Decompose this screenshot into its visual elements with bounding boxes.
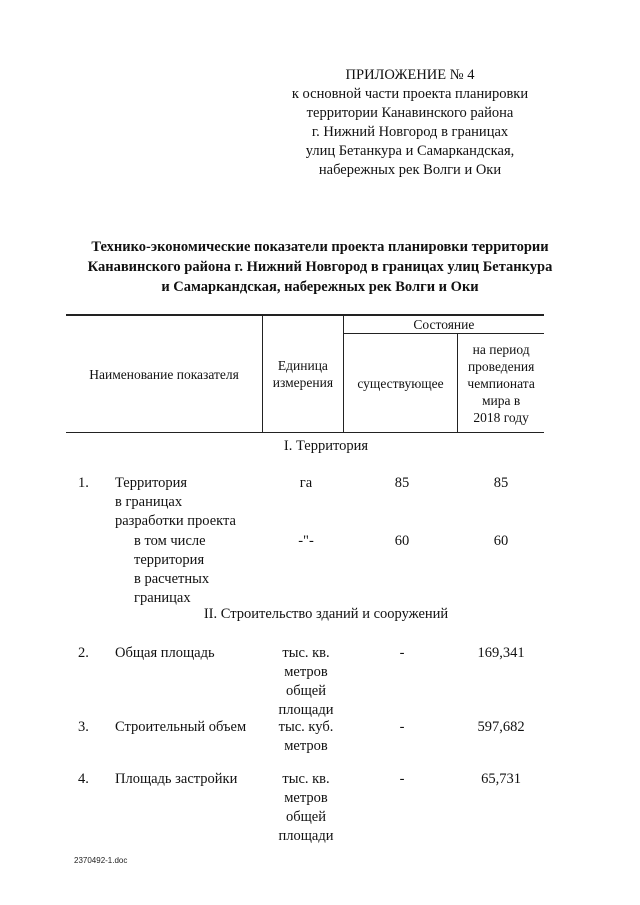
row-champ: 169,341: [477, 645, 525, 661]
unit-line: общей: [286, 683, 326, 699]
unit-line: тыс. кв.: [282, 771, 330, 787]
section-title: II. Строительство зданий и сооружений: [203, 606, 449, 622]
row-unit: [266, 644, 346, 720]
row-label: [134, 532, 269, 608]
row-number: 4.: [78, 771, 89, 787]
title-line: и Самаркандская, набережных рек Волги и Оки: [161, 279, 479, 295]
row-number: 2.: [78, 645, 89, 661]
row-label: Строительный объем: [115, 719, 247, 735]
label-line: в расчетных: [134, 571, 210, 587]
label-line: Территория: [115, 475, 188, 491]
row-champ: 65,731: [481, 771, 521, 787]
unit-line: метров: [284, 664, 328, 680]
unit-line: площади: [278, 828, 334, 844]
unit-line: общей: [286, 809, 326, 825]
header-existing: существующее: [343, 334, 458, 433]
row-unit: -"-: [298, 533, 314, 549]
row-label: Общая площадь: [115, 645, 215, 661]
row-unit: [266, 770, 346, 846]
label-line: в границах: [115, 494, 183, 510]
header-champ-line: проведения: [467, 358, 535, 374]
header-unit-line: Единица: [277, 358, 328, 373]
appendix-line: набережных рек Волги и Оки: [318, 162, 502, 178]
row-unit: га: [299, 475, 313, 491]
header-champ-line: чемпионата: [467, 375, 535, 391]
header-unit: [263, 315, 344, 433]
appendix-line: г. Нижний Новгород в границах: [311, 124, 509, 140]
title-line: Канавинского района г. Нижний Новгород в границах улиц Бетанкура: [87, 259, 553, 275]
row-label: [115, 474, 265, 531]
header-name: Наименование показателя: [66, 315, 263, 433]
row-label: Площадь застройки: [115, 771, 238, 787]
appendix-header: [230, 66, 590, 180]
unit-line: тыс. куб.: [278, 719, 334, 735]
row-existing: -: [399, 645, 405, 661]
appendix-title: ПРИЛОЖЕНИЕ № 4: [345, 67, 475, 83]
row-champ: 85: [493, 475, 509, 491]
label-line: в том числе: [134, 533, 206, 549]
row-number: 1.: [78, 475, 89, 491]
header-champ-line: 2018 году: [473, 409, 529, 425]
unit-line: метров: [284, 738, 328, 754]
row-champ: 597,682: [477, 719, 525, 735]
footer-doc-id: 2370492-1.doc: [74, 856, 128, 865]
appendix-line: к основной части проекта планировки: [291, 86, 529, 102]
row-unit: [266, 718, 346, 756]
header-state: Состояние: [343, 315, 544, 334]
row-existing: 60: [394, 533, 410, 549]
label-line: территория: [134, 552, 205, 568]
row-number: 3.: [78, 719, 89, 735]
table-header: [66, 314, 544, 433]
unit-line: тыс. кв.: [282, 645, 330, 661]
row-existing: -: [399, 771, 405, 787]
header-champ-line: на период: [472, 341, 530, 357]
header-unit-line: измерения: [272, 375, 334, 390]
label-line: разработки проекта: [115, 513, 236, 529]
header-champ-line: мира в: [482, 392, 521, 408]
title-line: Технико-экономические показатели проекта планировки территории: [91, 239, 549, 255]
row-existing: 85: [394, 475, 410, 491]
header-champ: [458, 334, 544, 433]
unit-line: метров: [284, 790, 328, 806]
unit-line: площади: [278, 702, 334, 718]
label-line: границах: [134, 590, 191, 606]
document-title: [50, 237, 590, 297]
row-existing: -: [399, 719, 405, 735]
appendix-line: улиц Бетанкура и Самаркандская,: [305, 143, 515, 159]
row-champ: 60: [493, 533, 509, 549]
section-title: I. Территория: [283, 438, 369, 454]
appendix-line: территории Канавинского района: [306, 105, 514, 121]
